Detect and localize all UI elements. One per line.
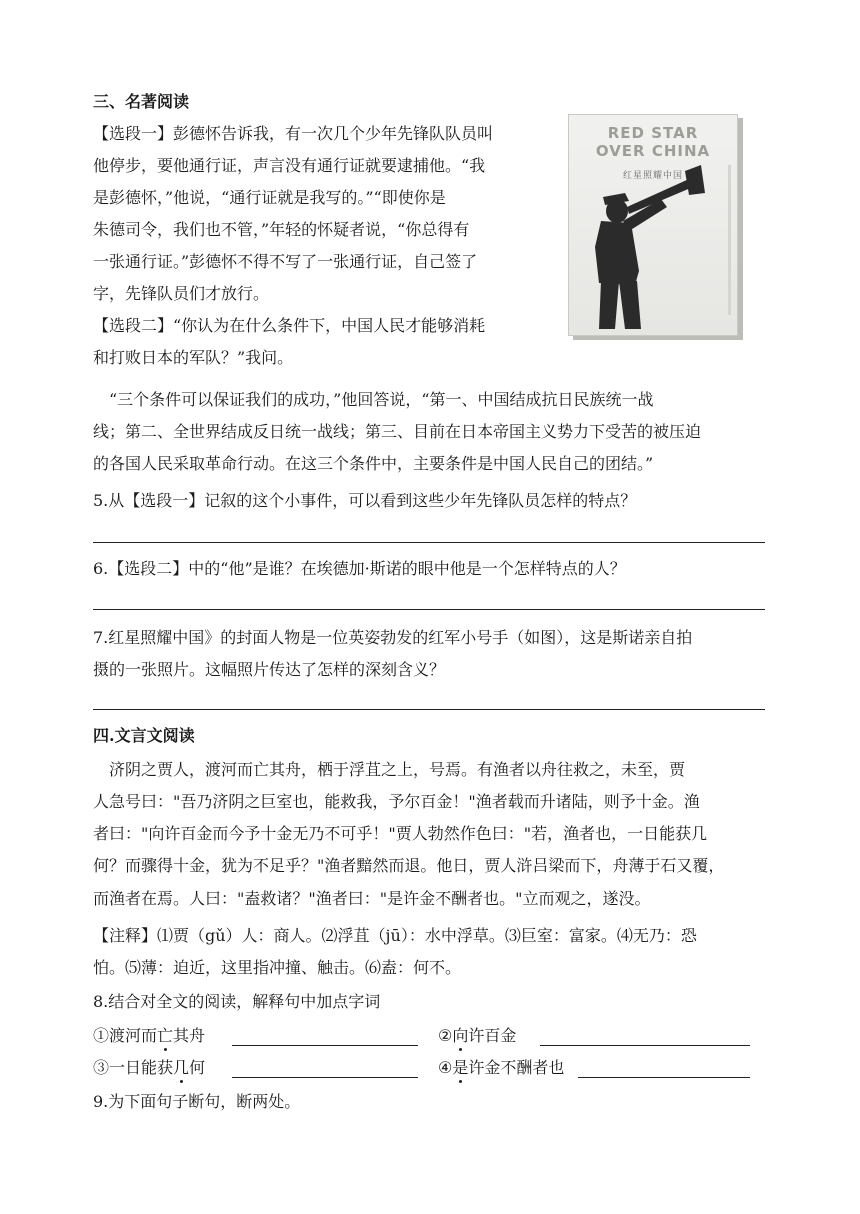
excerpt2-line-5: 的各国人民采取革命行动。在这三个条件中，主要条件是中国人民自己的团结。” bbox=[93, 454, 654, 473]
question-5: 5.从【选段一】记叙的这个小事件，可以看到这些少年先锋队员怎样的特点？ bbox=[93, 491, 637, 510]
excerpt1-line-1: 【选段一】彭德怀告诉我，有一次几个少年先锋队队员叫 bbox=[93, 124, 494, 143]
question-7-line-2: 摄的一张照片。这幅照片传达了怎样的深刻含义？ bbox=[93, 660, 446, 679]
q8-item-1-post: 其舟 bbox=[173, 1026, 206, 1045]
q8-item-1-answer-blank[interactable] bbox=[232, 1029, 418, 1046]
excerpt2-line-1: 【选段二】“你认为在什么条件下，中国人民才能够消耗 bbox=[93, 316, 486, 335]
q8-item-2-pre: ② bbox=[438, 1026, 453, 1045]
q8-item-4 bbox=[438, 1058, 564, 1078]
q8-item-3 bbox=[93, 1058, 205, 1078]
q8-item-1 bbox=[93, 1026, 205, 1046]
book-cover-title-line1: RED STAR bbox=[607, 124, 699, 142]
q8-item-2-dotted-char: 向 bbox=[452, 1026, 469, 1045]
q7-answer-line[interactable] bbox=[93, 709, 765, 710]
book-cover-subtitle: 红星照耀中国 bbox=[622, 171, 683, 181]
excerpt1-line-2: 他停步，要他通行证，声言没有通行证就要逮捕他。“我 bbox=[93, 156, 486, 175]
passage-line-5: 而渔者在焉。人曰："盍救诸？"渔者曰："是许金不酬者也。"立而观之，遂没。 bbox=[93, 889, 651, 908]
q8-item-4-post: 许金不酬者也 bbox=[468, 1058, 565, 1077]
q8-item-4-pre: ④ bbox=[438, 1058, 453, 1077]
q8-item-4-dotted-char: 是 bbox=[452, 1058, 469, 1077]
q8-item-3-dotted-char: 几 bbox=[173, 1058, 190, 1077]
q6-answer-line[interactable] bbox=[93, 609, 765, 610]
book-cover-image bbox=[568, 114, 738, 336]
q8-item-3-pre: ③一日能获 bbox=[93, 1058, 174, 1077]
excerpt1-line-3: 是彭德怀，”他说，“通行证就是我写的。”“即使你是 bbox=[93, 188, 446, 207]
passage-line-3: 者曰："向许百金而今予十金无乃不可乎！"贾人勃然作色曰："若，渔者也，一日能获几 bbox=[93, 824, 708, 843]
q8-item-1-pre: ①渡河而 bbox=[93, 1026, 158, 1045]
section4-heading: 四.文言文阅读 bbox=[93, 726, 195, 745]
excerpt2-line-2: 和打败日本的军队？”我问。 bbox=[93, 348, 294, 367]
excerpt1-line-6: 字，先锋队员们才放行。 bbox=[93, 284, 270, 303]
notes-line-2: 怕。⑸薄：迫近，这里指冲撞、触击。⑹盍：何不。 bbox=[93, 958, 462, 977]
q8-item-2-answer-blank[interactable] bbox=[540, 1029, 750, 1046]
excerpt1-line-5: 一张通行证。”彭德怀不得不写了一张通行证，自己签了 bbox=[93, 252, 478, 271]
question-6: 6.【选段二】中的“他”是谁？在埃德加·斯诺的眼中他是一个怎样特点的人？ bbox=[93, 559, 626, 578]
question-8: 8.结合对全文的阅读，解释句中加点字词 bbox=[93, 992, 381, 1011]
passage-line-2: 人急号曰："吾乃济阴之巨室也，能救我，予尔百金！"渔者载而升诸陆，则予十金。渔 bbox=[93, 792, 700, 811]
q8-item-2-post: 许百金 bbox=[468, 1026, 517, 1045]
passage-line-1: 济阴之贾人，渡河而亡其舟，栖于浮苴之上，号焉。有渔者以舟往救之，未至，贾 bbox=[93, 760, 686, 779]
question-7-line-1: 7.红星照耀中国》的封面人物是一位英姿勃发的红军小号手（如图），这是斯诺亲自拍 bbox=[93, 628, 693, 647]
bugler-silhouette-icon bbox=[569, 115, 737, 335]
notes-line-1: 【注释】⑴贾（gǔ）人：商人。⑵浮苴（jū）：水中浮草。⑶巨室：富家。⑷无乃：恐 bbox=[93, 926, 697, 945]
q8-item-4-answer-blank[interactable] bbox=[578, 1061, 750, 1078]
excerpt2-line-3: “三个条件可以保证我们的成功，”他回答说，“第一、中国结成抗日民族统一战 bbox=[93, 390, 654, 409]
q5-answer-line[interactable] bbox=[93, 542, 765, 543]
question-9: 9.为下面句子断句，断两处。 bbox=[93, 1092, 301, 1111]
book-cover-title-line2: OVER CHINA bbox=[595, 142, 711, 160]
excerpt2-line-4: 线；第二、全世界结成反日统一战线；第三、目前在日本帝国主义势力下受苦的被压迫 bbox=[93, 422, 702, 441]
excerpt1-line-4: 朱德司令，我们也不管，”年轻的怀疑者说，“你总得有 bbox=[93, 220, 470, 239]
q8-item-3-answer-blank[interactable] bbox=[232, 1061, 418, 1078]
q8-item-1-dotted-char: 亡 bbox=[157, 1026, 174, 1045]
section3-heading: 三、名著阅读 bbox=[93, 92, 190, 111]
q8-item-2 bbox=[438, 1026, 516, 1046]
passage-line-4: 何？而骤得十金，犹为不足乎？"渔者黯然而退。他日，贾人浒吕梁而下，舟薄于石又覆， bbox=[93, 856, 725, 875]
q8-item-3-post: 何 bbox=[189, 1058, 206, 1077]
